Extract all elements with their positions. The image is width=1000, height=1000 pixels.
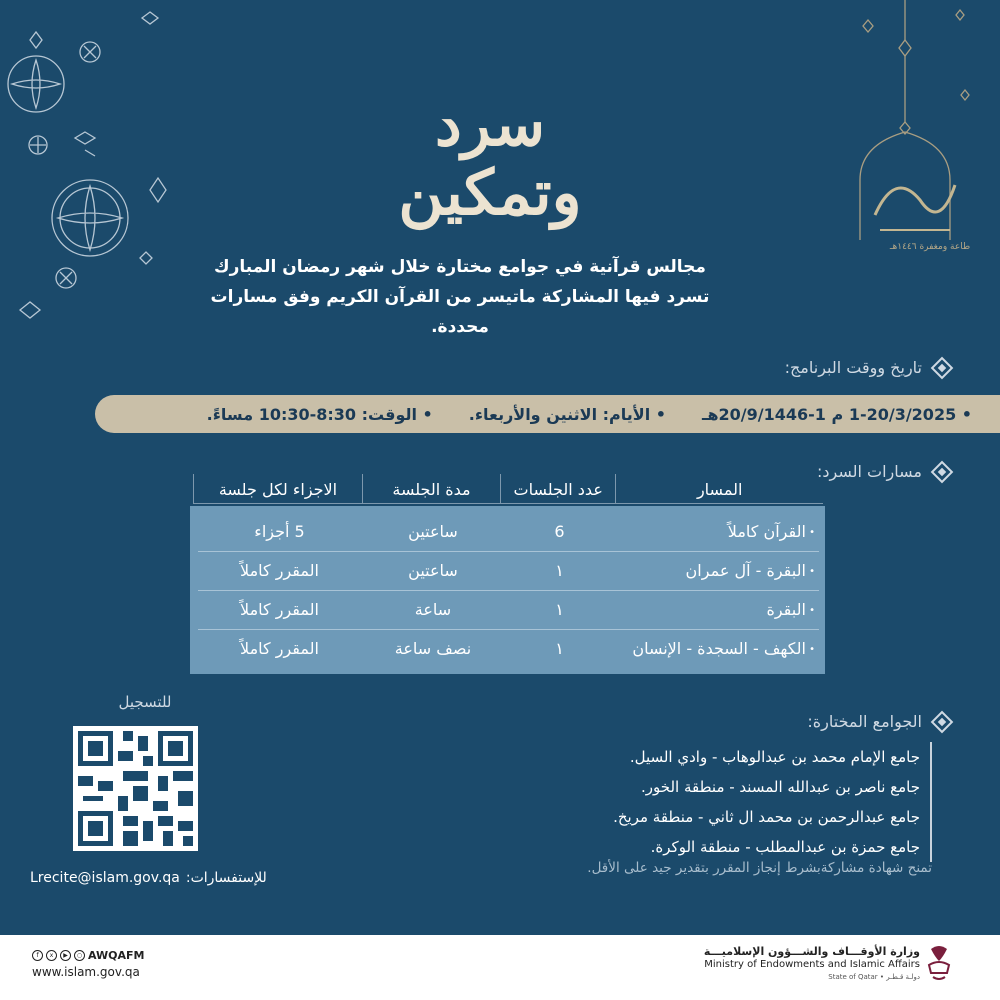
ministry-name-en: Ministry of Endowments and Islamic Affairs	[704, 959, 920, 970]
footer	[0, 935, 1000, 1000]
ramadan-logo	[840, 0, 990, 260]
list-item: جامع الإمام محمد بن عبدالوهاب - وادي السيل.	[629, 748, 920, 766]
table-row	[190, 551, 825, 590]
intro-line-1: مجالس قرآنية في جوامع مختارة خلال شهر رمضان المبارك	[214, 257, 706, 277]
ministry-name	[680, 945, 920, 984]
schedule-band	[95, 395, 1000, 433]
cell-parts: 5 أجزاء	[254, 522, 305, 541]
header-sessions: عدد الجلسات	[500, 474, 615, 504]
table-row	[190, 590, 825, 629]
cell-duration: ساعة	[414, 600, 452, 619]
instagram-icon[interactable]: ○	[74, 950, 85, 961]
x-icon[interactable]: x	[46, 950, 57, 961]
mosques-heading-text: الجوامع المختارة:	[807, 712, 922, 731]
tracks-table-header	[193, 474, 823, 504]
mosques-heading	[807, 712, 950, 731]
facebook-icon[interactable]: f	[32, 950, 43, 961]
state-label: State of Qatar • دولـة قـطـر	[828, 973, 920, 981]
register-label: للتسجيل	[118, 693, 172, 711]
header-parts: الاجزاء لكل جلسة	[193, 474, 362, 504]
schedule-days: • الأيام: الاثنين والأربعاء.	[469, 405, 666, 424]
cell-track: • القرآن كاملاً	[617, 522, 825, 541]
cell-parts: المقرر كاملاً	[240, 561, 319, 580]
cell-track: • الكهف - السجدة - الإنسان	[617, 639, 825, 658]
decorative-stars-icon	[0, 0, 200, 350]
cell-duration: نصف ساعة	[394, 639, 472, 658]
cell-sessions: ١	[555, 639, 564, 658]
schedule-heading-text: تاريخ ووقت البرنامج:	[784, 358, 922, 377]
cell-track: • البقرة	[617, 600, 825, 619]
certificate-note: تمنح شهادة مشاركةبشرط إنجاز المقرر بتقدير جيد على الأقل.	[587, 860, 932, 876]
social-handle: AWQAFM	[88, 949, 145, 962]
title-line-1: سرد	[434, 90, 546, 160]
cell-sessions: ١	[555, 561, 564, 580]
list-item: جامع ناصر بن عبدالله المسند - منطقة الخور.	[641, 778, 920, 796]
table-row	[190, 629, 825, 668]
mosques-list	[490, 742, 932, 862]
youtube-icon[interactable]: ▶	[60, 950, 71, 961]
social-links	[32, 949, 144, 962]
tracks-table	[190, 506, 825, 674]
schedule-heading	[785, 358, 950, 377]
cell-parts: المقرر كاملاً	[240, 639, 319, 658]
contact-line	[30, 870, 267, 886]
ministry-name-ar: وزارة الأوقـــاف والشـــؤون الإسلاميـــة	[703, 945, 920, 958]
cell-duration: ساعتين	[408, 561, 458, 580]
header-track: المسار	[615, 474, 823, 504]
qatar-emblem-icon	[923, 943, 955, 983]
website-url[interactable]: www.islam.gov.qa	[32, 965, 140, 979]
diamond-bullet-icon	[931, 356, 954, 379]
contact-email[interactable]: Lrecite@islam.gov.qa	[30, 870, 180, 886]
list-item: جامع حمزة بن عبدالمطلب - منطقة الوكرة.	[650, 838, 920, 856]
tracks-heading	[817, 462, 950, 481]
tracks-heading-text: مسارات السرد:	[817, 462, 922, 481]
table-row	[190, 512, 825, 551]
contact-label: للإستفسارات:	[185, 870, 267, 886]
cell-track: • البقرة - آل عمران	[617, 561, 825, 580]
ramadan-arch-icon	[840, 0, 990, 240]
intro-line-2: تسرد فيها المشاركة ماتيسر من القرآن الكريم وفق مسارات محددة.	[210, 287, 710, 337]
intro-text	[180, 252, 740, 342]
list-item: جامع عبدالرحمن بن محمد ال ثاني - منطقة مريخ.	[613, 808, 920, 826]
cell-duration: ساعتين	[408, 522, 458, 541]
header-duration: مدة الجلسة	[362, 474, 500, 504]
schedule-time: • الوقت: 8:30-10:30 مساءً.	[207, 405, 433, 424]
schedule-date: • 1-20/3/2025 م 1-20/9/1446هـ	[702, 405, 972, 424]
cell-parts: المقرر كاملاً	[240, 600, 319, 619]
cell-sessions: ١	[555, 600, 564, 619]
page-title	[330, 92, 650, 228]
title-line-2: وتمكين	[398, 156, 582, 229]
diamond-bullet-icon	[931, 460, 954, 483]
cell-sessions: 6	[554, 522, 565, 541]
ramadan-logo-text: طاعة ومغفرة ١٤٤٦هـ	[889, 242, 971, 252]
diamond-bullet-icon	[931, 710, 954, 733]
qr-code-icon[interactable]	[73, 726, 198, 851]
